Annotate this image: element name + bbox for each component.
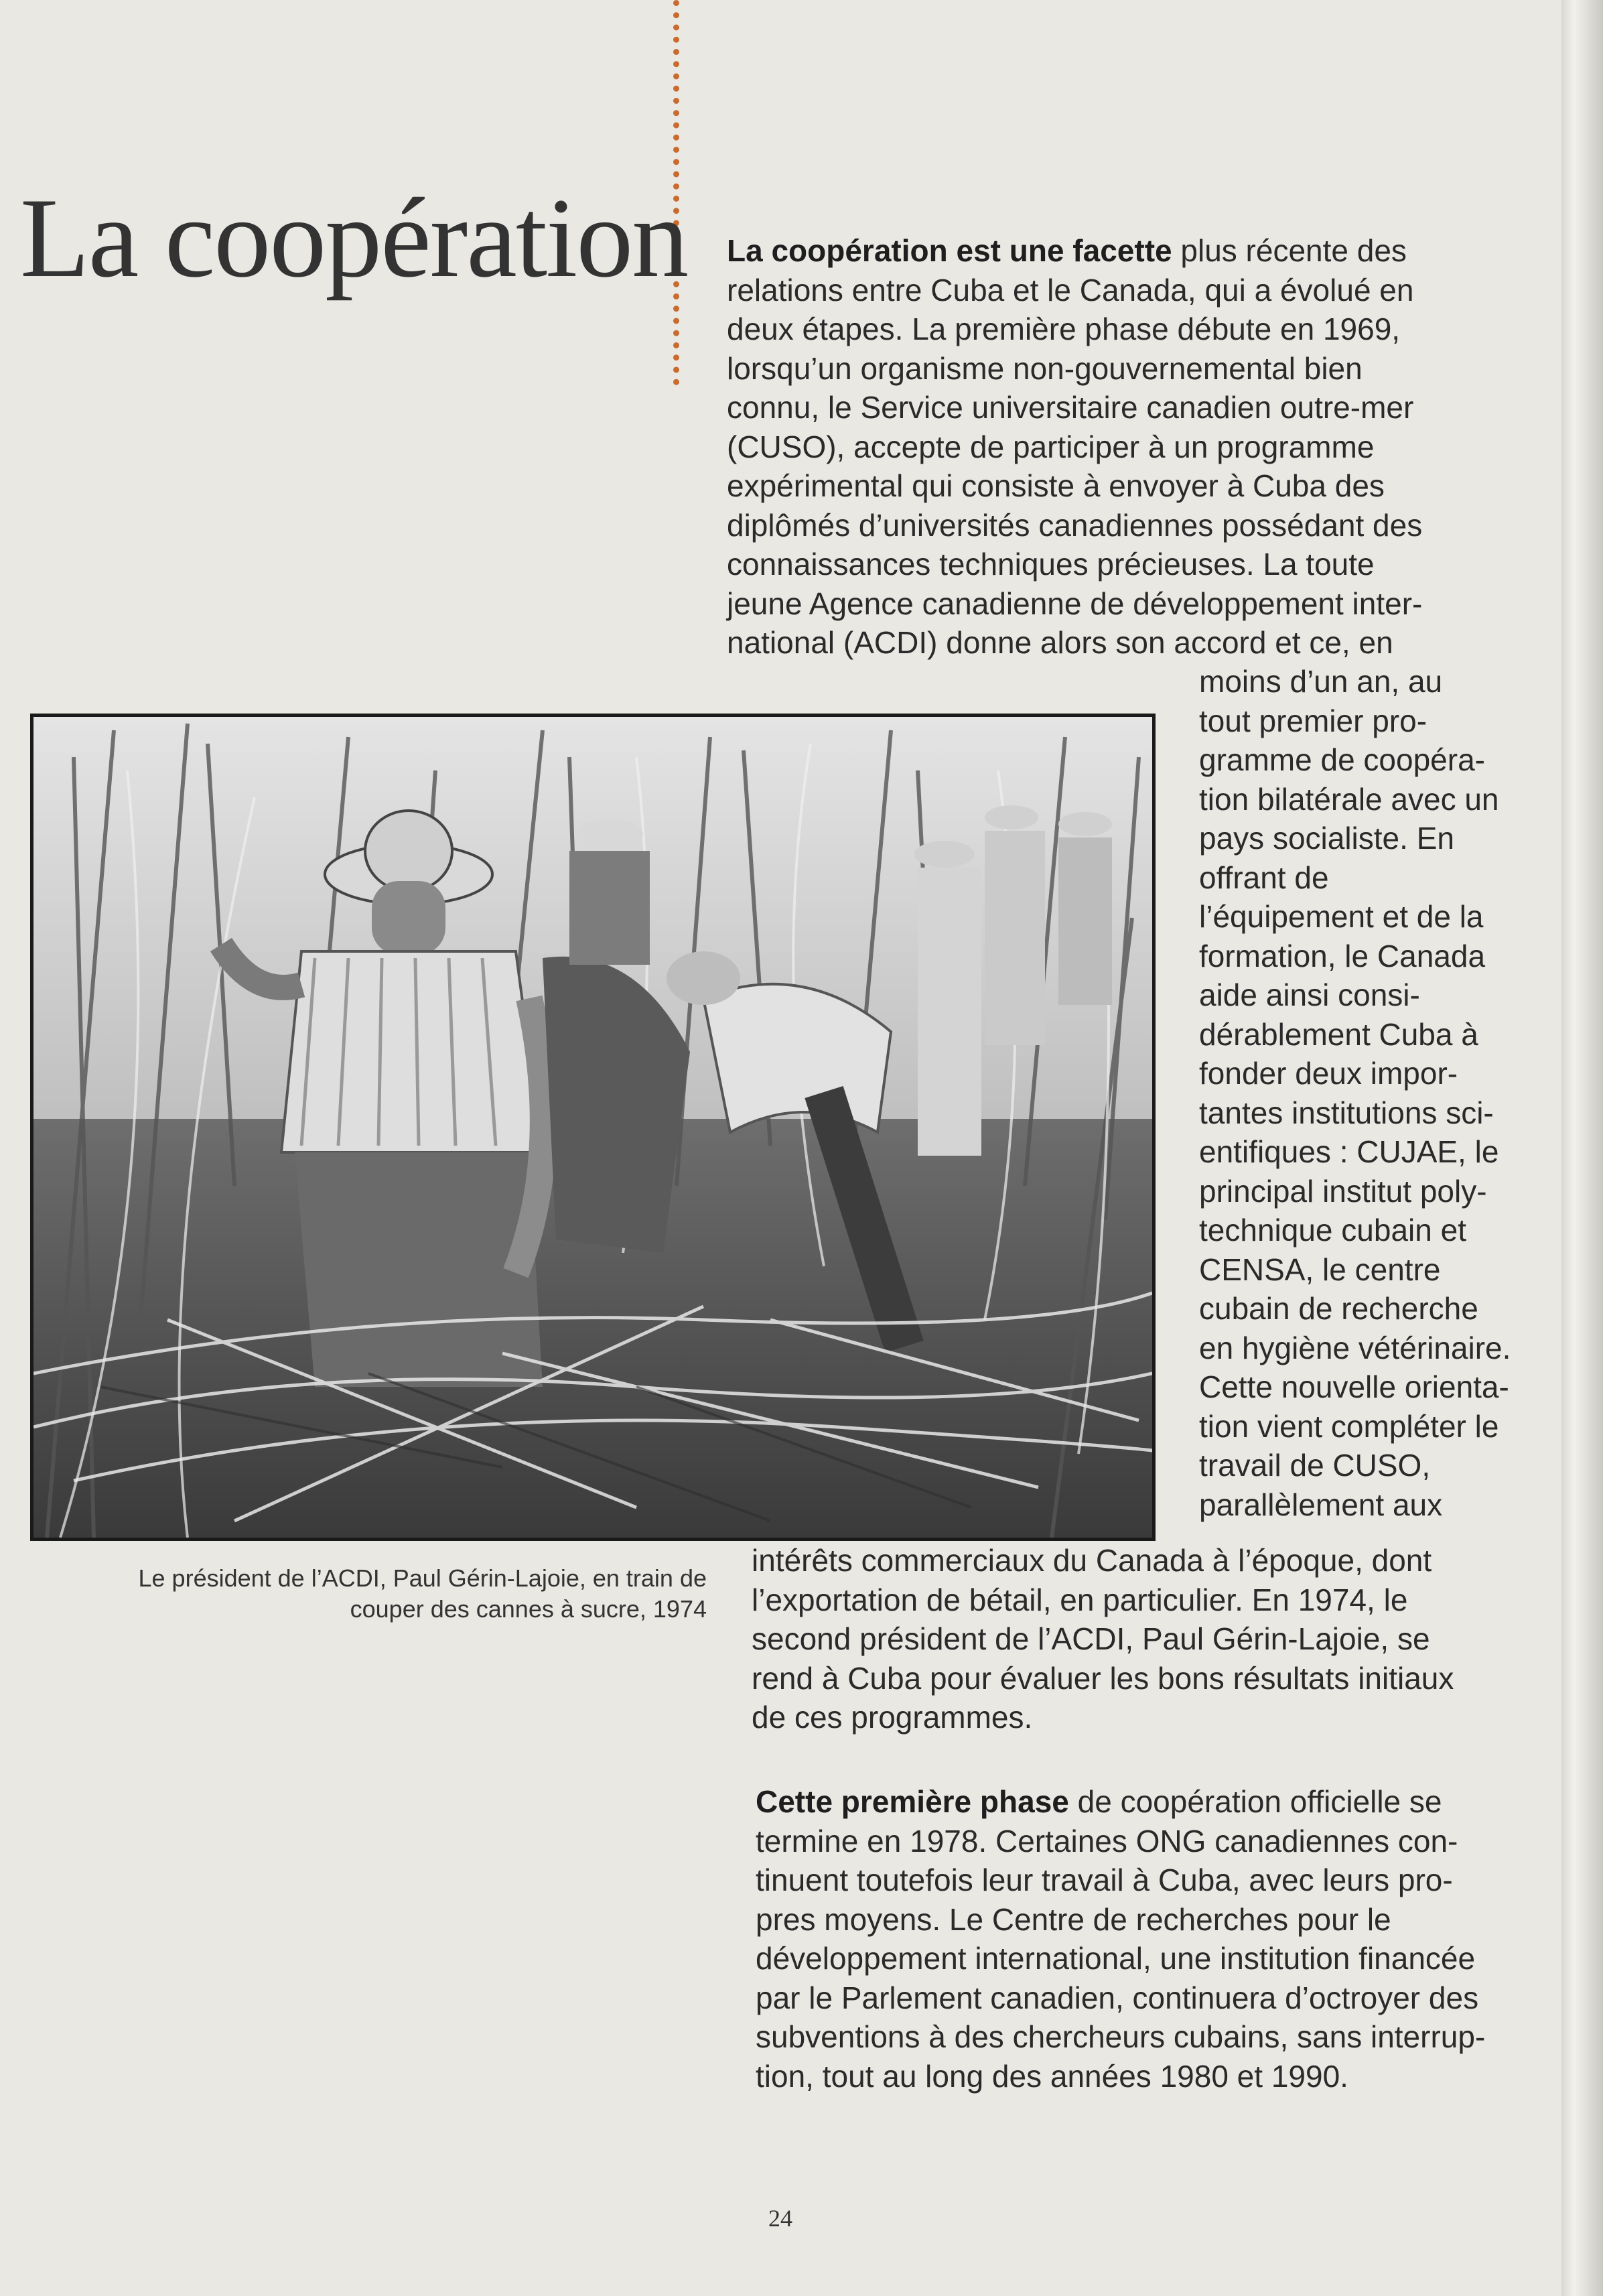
page-number: 24	[768, 2205, 792, 2232]
photo-caption	[40, 1563, 707, 1625]
text-line: tinuent toutefois leur travail à Cuba, avec leurs pro-	[756, 1863, 1453, 1897]
text-line: connaissances techniques précieuses. La toute	[727, 547, 1375, 582]
text-line: lorsqu’un organisme non-gouvernemental bien	[727, 350, 1363, 386]
text-line: national (ACDI) donne alors son accord et ce, en	[727, 625, 1393, 660]
text-line: l’exportation de bétail, en particulier. En 1974, le	[752, 1582, 1408, 1617]
lead-in-bold: Cette première phase	[756, 1784, 1069, 1819]
text-line: cubain de recherche	[1199, 1291, 1478, 1326]
text-line: travail de CUSO,	[1199, 1448, 1431, 1483]
text-line: par le Parlement canadien, continuera d’octroyer des	[756, 1980, 1479, 2015]
paragraph-1-main	[727, 231, 1517, 663]
text-line: tion, tout au long des années 1980 et 1990.	[756, 2058, 1348, 2094]
text-line: parallèlement aux	[1199, 1487, 1443, 1522]
lead-in-bold: La coopération est une facette	[727, 233, 1172, 268]
text-line: formation, le Canada	[1199, 938, 1486, 973]
caption-line: Le président de l’ACDI, Paul Gérin-Lajoie, en train de	[138, 1564, 707, 1592]
text-line: en hygiène vétérinaire.	[1199, 1330, 1511, 1365]
text-line: (CUSO), accepte de participer à un programme	[727, 429, 1375, 464]
text-line: offrant de	[1199, 860, 1329, 895]
text-line: fonder deux impor-	[1199, 1056, 1458, 1091]
text-line: entifiques : CUJAE, le	[1199, 1134, 1499, 1169]
text-line: aide ainsi consi-	[1199, 977, 1420, 1012]
text-line: La coopération est une facette plus récente des	[727, 233, 1407, 268]
text-line: gramme de coopéra-	[1199, 742, 1485, 777]
text-line: deux étapes. La première phase débute en 1969,	[727, 312, 1401, 346]
text-line: second président de l’ACDI, Paul Gérin-Lajoie, se	[752, 1621, 1430, 1656]
text-line: expérimental qui consiste à envoyer à Cuba des	[727, 468, 1385, 503]
page-title: La coopération	[20, 175, 688, 301]
text-line: jeune Agence canadienne de développement inter-	[727, 586, 1423, 621]
text-line: tion bilatérale avec un	[1199, 781, 1499, 817]
text-line: développement international, une institution financée	[756, 1941, 1476, 1976]
text-line: Cette première phase de coopération officielle se	[756, 1784, 1442, 1819]
paragraph-1-end	[752, 1541, 1589, 1737]
text-line: subventions à des chercheurs cubains, sans interrup-	[756, 2019, 1486, 2054]
text-line: CENSA, le centre	[1199, 1252, 1441, 1287]
text-line: technique cubain et	[1199, 1213, 1466, 1247]
text-line: pays socialiste. En	[1199, 821, 1454, 856]
text-line: rend à Cuba pour évaluer les bons résultats initiaux	[752, 1660, 1454, 1696]
text-line: principal institut poly-	[1199, 1173, 1487, 1209]
text-line: tion vient compléter le	[1199, 1408, 1499, 1444]
text-line: intérêts commerciaux du Canada à l’époque, dont	[752, 1543, 1432, 1578]
caption-line: couper des cannes à sucre, 1974	[350, 1595, 707, 1623]
text-line: termine en 1978. Certaines ONG canadiennes con-	[756, 1823, 1458, 1859]
text-line: Cette nouvelle orienta-	[1199, 1369, 1509, 1404]
photo-sugarcane-harvest	[30, 714, 1156, 1541]
paragraph-2	[756, 1782, 1580, 2096]
text-line: moins d’un an, au	[1199, 664, 1443, 699]
text-line: tantes institutions sci-	[1199, 1095, 1494, 1130]
paragraph-1-narrow-column	[1199, 662, 1574, 1524]
text-line: de ces programmes.	[752, 1700, 1033, 1735]
text-line: tout premier pro-	[1199, 703, 1427, 738]
text-line: dérablement Cuba à	[1199, 1016, 1478, 1052]
text-line: relations entre Cuba et le Canada, qui a évolué en	[727, 272, 1414, 308]
text-line: diplômés d’universités canadiennes possédant des	[727, 507, 1423, 543]
text-line: pres moyens. Le Centre de recherches pour le	[756, 1901, 1391, 1937]
text-line: connu, le Service universitaire canadien outre-mer	[727, 390, 1414, 425]
text-line: l’équipement et de la	[1199, 899, 1484, 934]
